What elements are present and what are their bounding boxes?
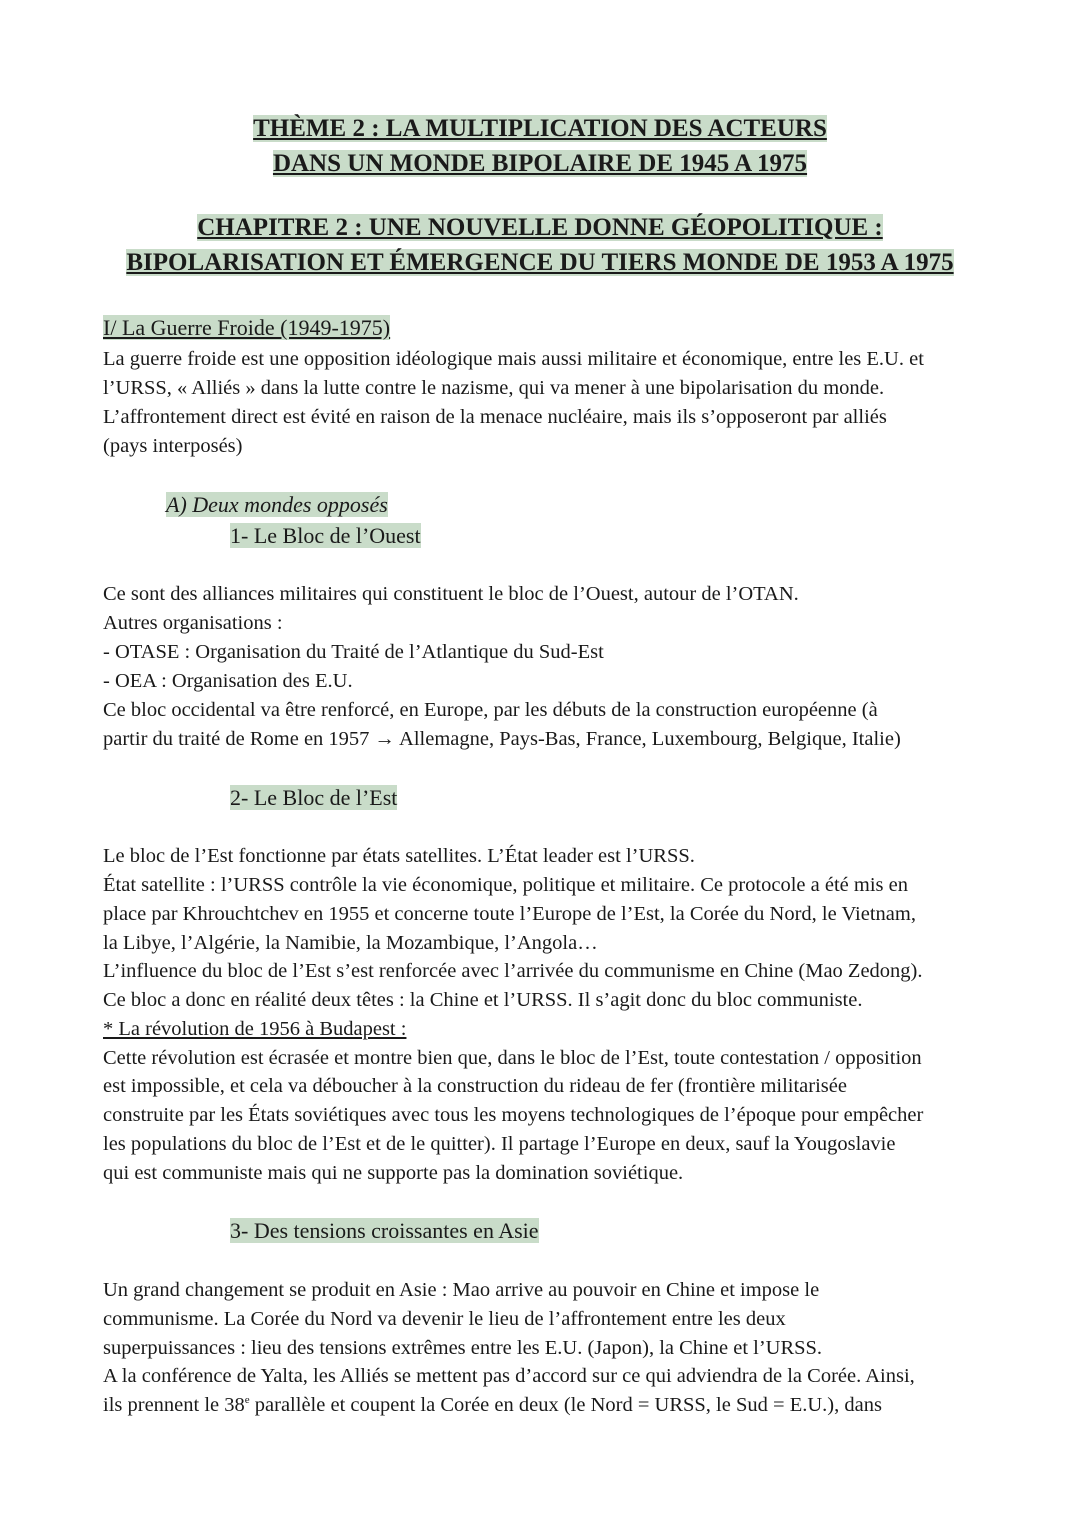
- sub2-line: la Libye, l’Algérie, la Namibie, la Mozambique, l’Angola…: [103, 932, 598, 954]
- intro-line: (pays interposés): [103, 435, 243, 457]
- sub1-line: Autres organisations :: [103, 612, 283, 634]
- budapest-line: qui est communiste mais qui ne supporte pas la domination soviétique.: [103, 1162, 684, 1184]
- budapest-heading: * La révolution de 1956 à Budapest :: [103, 1018, 407, 1040]
- chapter-title-line-1: CHAPITRE 2 : UNE NOUVELLE DONNE GÉOPOLITIQUE :: [197, 214, 883, 241]
- sub1-line: - OTASE : Organisation du Traité de l’Atlantique du Sud-Est: [103, 641, 604, 663]
- sub1-line: - OEA : Organisation des E.U.: [103, 670, 353, 692]
- sub2-line: État satellite : l’URSS contrôle la vie économique, politique et militaire. Ce protocole a été mis en: [103, 874, 908, 896]
- part1-heading: I/ La Guerre Froide (1949-1975): [103, 315, 391, 340]
- sub3-line: Un grand changement se produit en Asie : Mao arrive au pouvoir en Chine et impose le: [103, 1279, 820, 1301]
- sub1-line: partir du traité de Rome en 1957 → Allemagne, Pays-Bas, France, Luxembourg, Belgique, Italie): [103, 728, 901, 750]
- section-a-heading: A) Deux mondes opposés: [166, 492, 388, 517]
- intro-line: L’affrontement direct est évité en raison de la menace nucléaire, mais ils s’opposeront par alliés: [103, 406, 887, 428]
- budapest-line: Cette révolution est écrasée et montre bien que, dans le bloc de l’Est, toute contestation / opposition: [103, 1047, 922, 1069]
- sub2-line: Ce bloc a donc en réalité deux têtes : la Chine et l’URSS. Il s’agit donc du bloc communiste.: [103, 989, 863, 1011]
- sub1-line: Ce sont des alliances militaires qui constituent le bloc de l’Ouest, autour de l’OTAN.: [103, 583, 799, 605]
- sub3-line: superpuissances : lieu des tensions extrêmes entre les E.U. (Japon), la Chine et l’URSS.: [103, 1337, 823, 1359]
- sub3-last-line: ils prennent le 38e parallèle et coupent la Corée en deux (le Nord = URSS, le Sud = E.U.), dans: [103, 1394, 882, 1416]
- sub3-heading: 3- Des tensions croissantes en Asie: [230, 1218, 539, 1243]
- sub1-line: Ce bloc occidental va être renforcé, en Europe, par les débuts de la construction européenne (à: [103, 699, 878, 721]
- chapter-title-line-2: BIPOLARISATION ET ÉMERGENCE DU TIERS MONDE DE 1953 A 1975: [126, 249, 954, 276]
- sub1-heading: 1- Le Bloc de l’Ouest: [230, 523, 421, 548]
- sub2-heading: 2- Le Bloc de l’Est: [230, 785, 398, 810]
- sub2-line: L’influence du bloc de l’Est s’est renforcée avec l’arrivée du communisme en Chine (Mao Zedong).: [103, 960, 923, 982]
- sub2-line: Le bloc de l’Est fonctionne par états satellites. L’État leader est l’URSS.: [103, 845, 695, 867]
- intro-line: l’URSS, « Alliés » dans la lutte contre le nazisme, qui va mener à une bipolarisation du monde.: [103, 377, 885, 399]
- sub2-line: place par Khrouchtchev en 1955 et concerne toute l’Europe de l’Est, la Corée du Nord, le Vietnam,: [103, 903, 916, 925]
- budapest-line: est impossible, et cela va déboucher à la construction du rideau de fer (frontière militarisée: [103, 1075, 847, 1097]
- intro-line: La guerre froide est une opposition idéologique mais aussi militaire et économique, entre les E.U. et: [103, 348, 924, 370]
- theme-title-line-1: THÈME 2 : LA MULTIPLICATION DES ACTEURS: [253, 115, 827, 142]
- theme-title-line-2: DANS UN MONDE BIPOLAIRE DE 1945 A 1975: [272, 150, 808, 177]
- budapest-line: les populations du bloc de l’Est et de le quitter). Il partage l’Europe en deux, sauf la Yougoslavie: [103, 1133, 896, 1155]
- sub3-line: communisme. La Corée du Nord va devenir le lieu de l’affrontement entre les deux: [103, 1308, 786, 1330]
- budapest-line: construite par les États soviétiques avec tous les moyens technologiques de l’époque pour empêcher: [103, 1104, 924, 1126]
- sub3-line: A la conférence de Yalta, les Alliés se mettent pas d’accord sur ce qui adviendra de la Corée. Ainsi,: [103, 1365, 915, 1387]
